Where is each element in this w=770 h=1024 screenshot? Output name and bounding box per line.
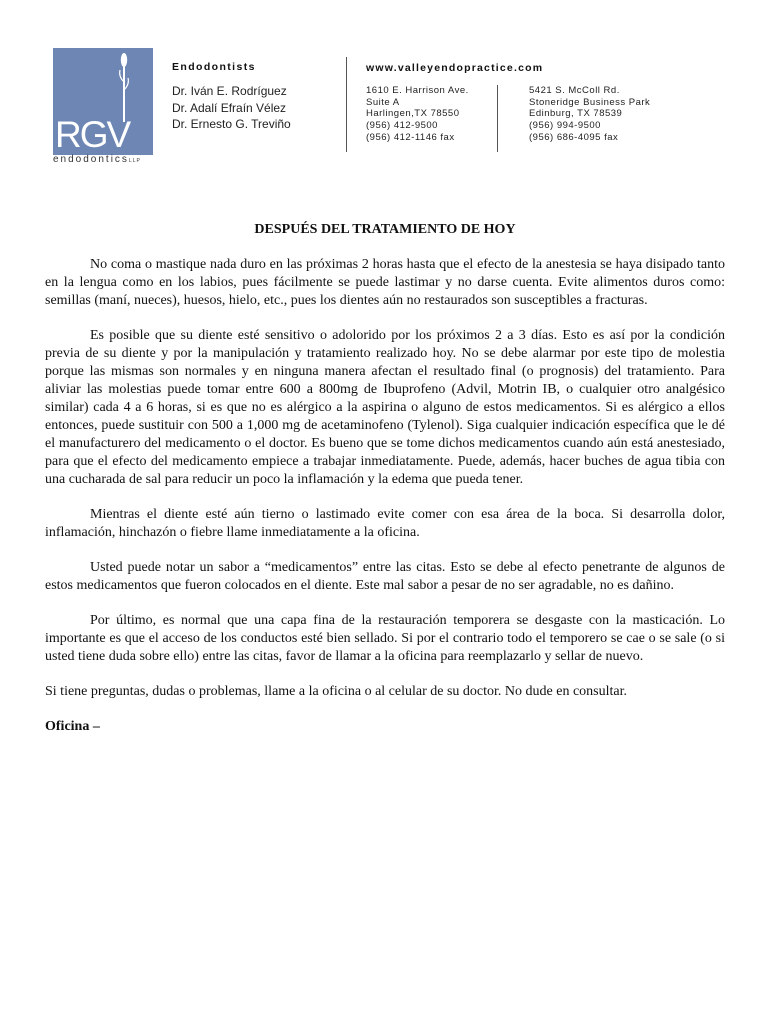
instructions-document <box>45 221 725 736</box>
office-edinburg <box>529 85 650 144</box>
letterhead <box>0 0 770 180</box>
paragraph-sensitivity-medication: Es posible que su diente esté sensitivo o adolorido por los próximos 2 a 3 días. Esto es así por la condición previa de su diente y por la manipulación y tratamiento realizado hoy. No se debe alarmar por este tipo de molestia porque las mismas son normales y en ninguna manera afectan el resultado final (o prognosis) del tratamiento. Para aliviar las molestias puede tomar entre 600 a 800mg de Ibuprofeno (Advil, Motrin IB, o cualquier otro analgésico similar) cada 4 a 6 horas, si es que no es alérgico a la aspirina o alguno de estos medicamentos. Si es alérgico a ellos entonces, puede sustituir con 500 a 1,000 mg de acetaminofeno (Tylenol). Siga cualquier indicación específica que le dé el manufacturero del medicamento o el doctor. Es bueno que se tome dichos medicamentos cuando aún está anestesiado, para que el efecto del medicamento empiece a trabajar inmediatamente. Puede, además, hacer buches de agua tibia con una cucharada de sal para reducir un poco la inflamación y la edema que pueda tener. <box>45 328 725 487</box>
office-city: Edinburg, TX 78539 <box>529 108 623 120</box>
doctor-name: Dr. Adalí Efraín Vélez <box>172 100 287 115</box>
office-street: 1610 E. Harrison Ave. <box>366 85 469 96</box>
paragraph-temporary-filling: Por último, es normal que una capa fina de la restauración temporera se desgaste con la masticación. Lo importante es que el acceso de los conductos esté bien sellado. Si por el contrario todo el temporero se cae o se sale (o si usted tiene duda sobre ello) entre las citas, favor de llamar a la oficina para reemplazarlo y sellar de nuevo. <box>45 613 725 664</box>
doctor-list <box>172 83 291 133</box>
paragraph-tender-tooth: Mientras el diente esté aún tierno o lastimado evite comer con esa área de la boca. Si desarrolla dolor, inflamación, hinchazón o fiebre llame inmediatamente a la oficina. <box>45 507 725 540</box>
office-harlingen <box>366 85 469 144</box>
logo-caption <box>53 154 141 165</box>
paragraph-avoid-hard-food: No coma o mastique nada duro en las próximas 2 horas hasta que el efecto de la anestesia se haya disipado tanto en la lengua como en los labios, pues fácilmente se puede lastimar y no darse cuenta. Evite alimentos duros como: semillas (maní, nueces), huesos, hielo, etc., pues los dientes aún no restaurados son susceptibles a fracturas. <box>45 257 725 308</box>
office-street: 5421 S. McColl Rd. <box>529 85 620 96</box>
office-phone: (956) 412-9500 <box>366 120 438 132</box>
practice-title: Endodontists <box>172 61 256 73</box>
document-title: DESPUÉS DEL TRATAMIENTO DE HOY <box>254 222 516 237</box>
logo-caption-suffix: LLP <box>128 158 141 164</box>
logo-letters: RGV <box>55 114 130 155</box>
logo-caption-text: endodontics <box>53 154 129 165</box>
doctor-name: Dr. Iván E. Rodríguez <box>172 84 287 98</box>
office-building: Stoneridge Business Park <box>529 96 651 108</box>
divider <box>497 85 498 152</box>
paragraph-medication-taste: Usted puede notar un sabor a “medicamentos” entre las citas. Esto se debe al efecto penetrante de algunos de estos medicamentos que fueron colocados en el diente. Este mal sabor a pesar de no ser agradable, no es dañino. <box>45 560 725 593</box>
office-fax: (956) 412-1146 fax <box>366 131 455 143</box>
office-suite: Suite A <box>366 96 400 108</box>
office-phone: (956) 994-9500 <box>529 120 601 132</box>
website-link[interactable]: www.valleyendopractice.com <box>366 62 544 74</box>
office-label: Oficina – <box>45 719 100 734</box>
office-fax: (956) 686-4095 fax <box>529 131 619 143</box>
doctor-name: Dr. Ernesto G. Treviño <box>172 117 291 131</box>
paragraph-questions: Si tiene preguntas, dudas o problemas, llame a la oficina o al celular de su doctor. No dude en consultar. <box>45 684 627 699</box>
office-city: Harlingen,TX 78550 <box>366 108 460 120</box>
wheat-stalk-icon <box>117 52 131 122</box>
divider <box>346 57 347 152</box>
rgv-logo <box>53 48 153 155</box>
